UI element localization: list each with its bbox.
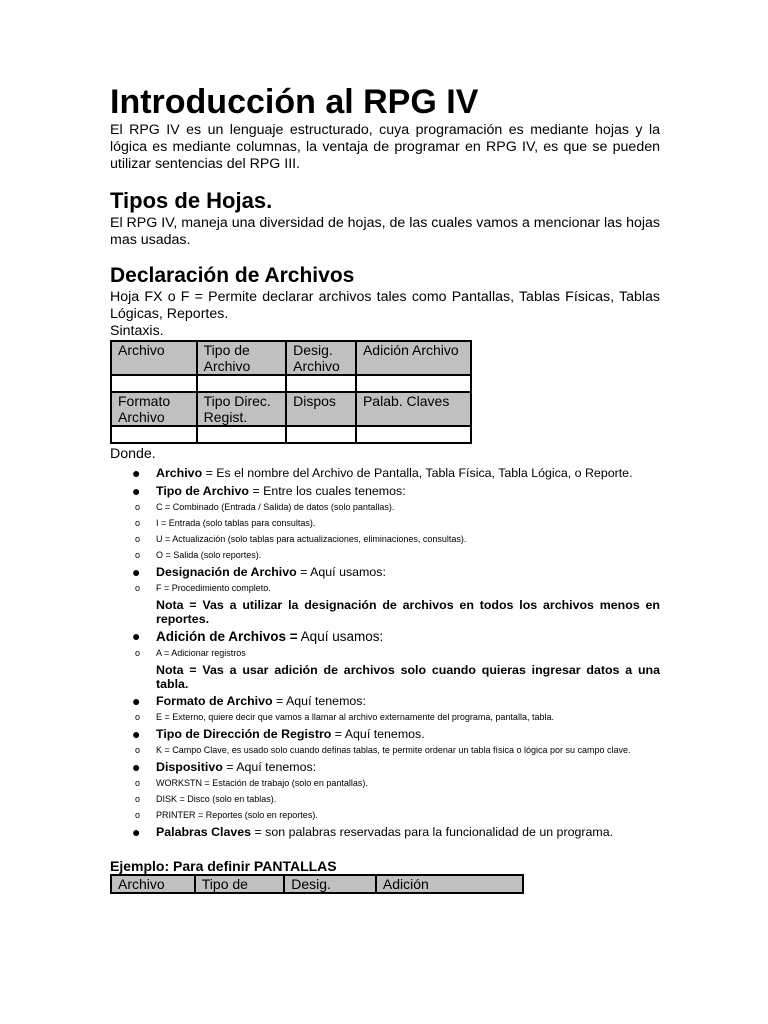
bullet-icon: ● <box>132 726 141 742</box>
page-title: Introducción al RPG IV <box>110 83 479 121</box>
sub-list-item <box>110 744 660 757</box>
list-item-desc: = Aquí tenemos: <box>222 760 317 774</box>
list-item-desc: = Entre los cuales tenemos: <box>248 484 406 498</box>
sub-item-text: O = Salida (solo reportes). <box>156 550 262 560</box>
table-cell: Tipo de <box>195 875 285 893</box>
sub-item-text: WORKSTN = Estación de trabajo (solo en pantallas). <box>156 778 368 788</box>
bullet-icon: ● <box>132 759 141 775</box>
bullet-icon: ● <box>132 483 141 499</box>
sub-list-item <box>110 533 660 546</box>
circle-bullet-icon: o <box>135 810 141 820</box>
sub-item-text: A = Adicionar registros <box>156 648 246 658</box>
bullet-icon: ● <box>132 693 141 709</box>
sub-item-text: U = Actualización (solo tablas para actualizaciones, eliminaciones, consultas). <box>156 534 467 544</box>
circle-bullet-icon: o <box>135 518 141 528</box>
sub-list <box>110 777 660 822</box>
circle-bullet-icon: o <box>135 712 141 722</box>
table-cell-empty <box>111 375 197 392</box>
table-cell: Desig. <box>284 875 376 893</box>
sub-list <box>110 582 660 595</box>
sub-list-item <box>110 777 660 790</box>
list-item-term: Tipo de Dirección de Registro <box>156 727 332 741</box>
list-item-term: Designación de Archivo <box>156 565 297 579</box>
list-item <box>110 565 660 626</box>
sub-list-item <box>110 809 660 822</box>
table-cell: Dispos <box>286 392 356 426</box>
circle-bullet-icon: o <box>135 534 141 544</box>
table-cell-empty <box>197 426 286 443</box>
sub-item-text: I = Entrada (solo tablas para consultas). <box>156 518 316 528</box>
sub-list <box>110 711 660 724</box>
list-item-term: Palabras Claves <box>156 825 252 839</box>
section-heading-declaracion: Declaración de Archivos <box>110 264 355 287</box>
syntax-table <box>110 340 472 444</box>
table-cell: Tipo Direc. Regist. <box>197 392 286 426</box>
sub-item-text: F = Procedimiento completo. <box>156 583 271 593</box>
table-cell: Formato Archivo <box>111 392 197 426</box>
sub-list-item <box>110 793 660 806</box>
circle-bullet-icon: o <box>135 550 141 560</box>
sub-list <box>110 744 660 757</box>
list-item <box>110 484 660 562</box>
sub-list <box>110 647 660 660</box>
example-table <box>110 874 524 894</box>
tipos-paragraph: El RPG IV, maneja una diversidad de hojas, de las cuales vamos a mencionar las hojas mas usadas. <box>110 215 660 248</box>
table-cell: Adición <box>376 875 523 893</box>
list-item-desc: = Aquí tenemos. <box>331 727 425 741</box>
list-item-term: Dispositivo <box>156 760 223 774</box>
table-cell-empty <box>286 375 356 392</box>
syntax-table-blank-row <box>111 375 471 392</box>
list-item-term: Formato de Archivo <box>156 694 273 708</box>
note-text: Nota = Vas a utilizar la designación de archivos en todos los archivos menos en reportes. <box>156 598 660 626</box>
list-item-desc: Aquí usamos: <box>297 629 384 644</box>
list-item-desc: = Es el nombre del Archivo de Pantalla, Tabla Física, Tabla Lógica, o Reporte. <box>202 466 633 480</box>
list-item <box>110 727 660 757</box>
sub-item-text: C = Combinado (Entrada / Salida) de datos (solo pantallas). <box>156 502 395 512</box>
syntax-table-row <box>111 392 471 426</box>
circle-bullet-icon: o <box>135 778 141 788</box>
declaracion-paragraph: Hoja FX o F = Permite declarar archivos tales como Pantallas, Tablas Físicas, Tablas Lógicas, Reportes. <box>110 289 660 322</box>
sub-list-item <box>110 517 660 530</box>
sub-list <box>110 501 660 562</box>
sub-list-item <box>110 501 660 514</box>
bullet-icon: ● <box>132 824 141 840</box>
donde-label: Donde. <box>110 446 156 462</box>
table-cell-empty <box>197 375 286 392</box>
example-heading: Ejemplo: Para definir PANTALLAS <box>110 858 337 874</box>
intro-paragraph: El RPG IV es un lenguaje estructurado, cuya programación es mediante hojas y la lógica es mediante columnas, la ventaja de programar en RPG IV, es que se pueden utilizar sentencias del RPG III. <box>110 122 660 172</box>
syntax-table-blank-row <box>111 426 471 443</box>
bullet-icon: ● <box>132 564 141 580</box>
circle-bullet-icon: o <box>135 794 141 804</box>
sub-item-text: DISK = Disco (solo en tablas). <box>156 794 277 804</box>
list-item-desc: = son palabras reservadas para la funcionalidad de un programa. <box>251 825 614 839</box>
circle-bullet-icon: o <box>135 648 141 658</box>
list-item-term: Archivo <box>156 466 203 480</box>
circle-bullet-icon: o <box>135 745 141 755</box>
table-cell: Adición Archivo <box>356 341 471 375</box>
list-item <box>110 629 660 691</box>
sub-item-text: K = Campo Clave, es usado solo cuando definas tablas, te permite ordenar un tabla física o lógica por su campo clave. <box>156 745 631 755</box>
list-item-term: Tipo de Archivo <box>156 484 249 498</box>
table-cell-empty <box>286 426 356 443</box>
syntax-table-row <box>111 341 471 375</box>
list-item <box>110 760 660 822</box>
example-table-row <box>111 875 523 893</box>
list-item-term: Adición de Archivos = <box>156 629 298 644</box>
circle-bullet-icon: o <box>135 502 141 512</box>
bullet-icon: ● <box>132 628 141 644</box>
sintaxis-label: Sintaxis. <box>110 323 164 339</box>
sub-item-text: PRINTER = Reportes (solo en reportes). <box>156 810 318 820</box>
sub-list-item <box>110 647 660 660</box>
table-cell: Palab. Claves <box>356 392 471 426</box>
definitions-list <box>110 466 660 840</box>
document-page <box>110 82 660 894</box>
circle-bullet-icon: o <box>135 583 141 593</box>
table-cell-empty <box>111 426 197 443</box>
list-item <box>110 466 660 481</box>
sub-item-text: E = Externo, quiere decir que vamos a llamar al archivo externamente del programa, pantalla, tabla. <box>156 712 554 722</box>
table-cell-empty <box>356 426 471 443</box>
list-item <box>110 694 660 724</box>
sub-list-item <box>110 582 660 595</box>
table-cell: Desig. Archivo <box>286 341 356 375</box>
sub-list-item <box>110 549 660 562</box>
note-text: Nota = Vas a usar adición de archivos solo cuando quieras ingresar datos a una tabla. <box>156 663 660 691</box>
list-item-desc: = Aquí tenemos: <box>272 694 366 708</box>
table-cell: Archivo <box>111 875 195 893</box>
table-cell: Archivo <box>111 341 197 375</box>
section-heading-tipos: Tipos de Hojas. <box>110 188 273 213</box>
table-cell-empty <box>356 375 471 392</box>
sub-list-item <box>110 711 660 724</box>
bullet-icon: ● <box>132 465 141 481</box>
list-item <box>110 825 660 840</box>
list-item-desc: = Aquí usamos: <box>296 565 386 579</box>
table-cell: Tipo de Archivo <box>197 341 286 375</box>
